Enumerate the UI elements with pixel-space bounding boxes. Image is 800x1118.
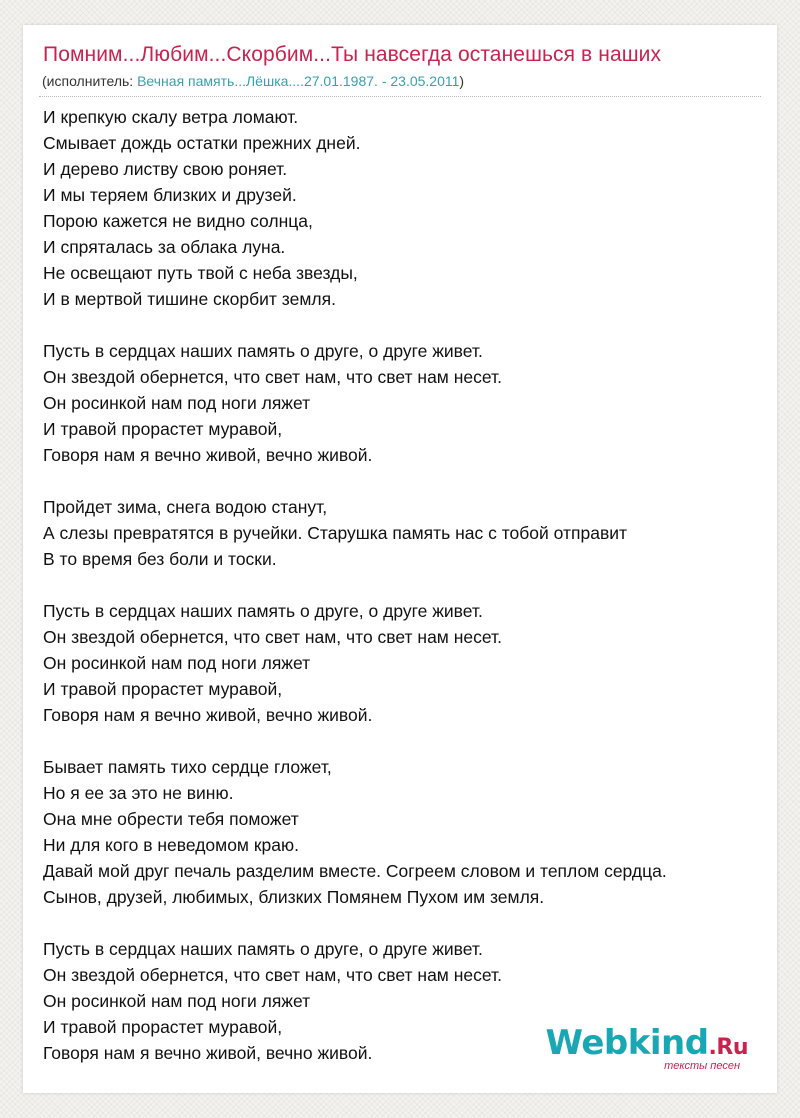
stanza <box>43 338 775 468</box>
lyrics-sheet <box>23 25 777 1093</box>
stanza <box>43 104 775 312</box>
lyric-line: И спряталась за облака луна. <box>43 237 286 257</box>
lyric-line: Пусть в сердцах наших память о друге, о друге живет. <box>43 601 483 621</box>
page-title: Помним...Любим...Скорбим...Ты навсегда останешься в наших <box>43 43 662 66</box>
logo-tagline: тексты песен <box>664 1060 740 1072</box>
lyric-line: Говоря нам я вечно живой, вечно живой. <box>43 445 373 465</box>
lyric-line: В то время без боли и тоски. <box>43 549 277 569</box>
stanza <box>43 494 775 572</box>
lyric-line: Порою кажется не видно солнца, <box>43 211 313 231</box>
lyric-line: Сынов, друзей, любимых, близких Помянем Пухом им земля. <box>43 887 545 907</box>
lyric-line: Говоря нам я вечно живой, вечно живой. <box>43 705 373 725</box>
lyric-line: Смывает дождь остатки прежних дней. <box>43 133 361 153</box>
logo-tld: .Ru <box>708 1035 748 1060</box>
webkind-logo[interactable] <box>546 1025 748 1072</box>
stanza <box>43 754 775 910</box>
lyrics-body <box>43 104 775 1092</box>
lyric-line: А слезы превратятся в ручейки. Старушка память нас с тобой отправит <box>43 523 628 543</box>
lyric-line: И дерево листву свою роняет. <box>43 159 288 179</box>
lyric-line: И травой прорастет муравой, <box>43 1017 283 1037</box>
lyric-line: Пусть в сердцах наших память о друге, о друге живет. <box>43 341 483 361</box>
lyric-line: Не освещают путь твой с неба звезды, <box>43 263 358 283</box>
lyric-line: И травой прорастет муравой, <box>43 679 283 699</box>
lyric-line: И крепкую скалу ветра ломают. <box>43 107 299 127</box>
lyric-line: Пройдет зима, снега водою станут, <box>43 497 328 517</box>
lyric-line: Он росинкой нам под ноги ляжет <box>43 991 311 1011</box>
artist-suffix: ) <box>459 73 465 89</box>
lyric-line: Пусть в сердцах наших память о друге, о друге живет. <box>43 939 483 959</box>
lyric-line: Он росинкой нам под ноги ляжет <box>43 393 311 413</box>
lyric-line: Он звездой обернется, что свет нам, что свет нам несет. <box>43 965 502 985</box>
lyric-line: Говоря нам я вечно живой, вечно живой. <box>43 1043 373 1063</box>
lyric-line: Бывает память тихо сердце гложет, <box>43 757 332 777</box>
lyric-line: И в мертвой тишине скорбит земля. <box>43 289 336 309</box>
lyric-line: Он звездой обернется, что свет нам, что свет нам несет. <box>43 627 502 647</box>
lyric-line: Давай мой друг печаль разделим вместе. Согреем словом и теплом сердца. <box>43 861 667 881</box>
lyric-line: Ни для кого в неведомом краю. <box>43 835 299 855</box>
lyric-line: Он звездой обернется, что свет нам, что свет нам несет. <box>43 367 502 387</box>
lyric-line: Он росинкой нам под ноги ляжет <box>43 653 311 673</box>
stanza <box>43 598 775 728</box>
artist-prefix: (исполнитель: <box>42 73 138 89</box>
lyric-line: Но я ее за это не виню. <box>43 783 234 803</box>
logo-word: Webkind <box>545 1023 709 1063</box>
artist-link[interactable]: Вечная память...Лёшка....27.01.1987. - 23.05.2011 <box>137 73 460 89</box>
header-divider <box>39 96 761 97</box>
lyric-line: И мы теряем близких и друзей. <box>43 185 297 205</box>
lyric-line: Она мне обрести тебя поможет <box>43 809 299 829</box>
artist-line <box>42 73 464 90</box>
lyric-line: И травой прорастет муравой, <box>43 419 283 439</box>
